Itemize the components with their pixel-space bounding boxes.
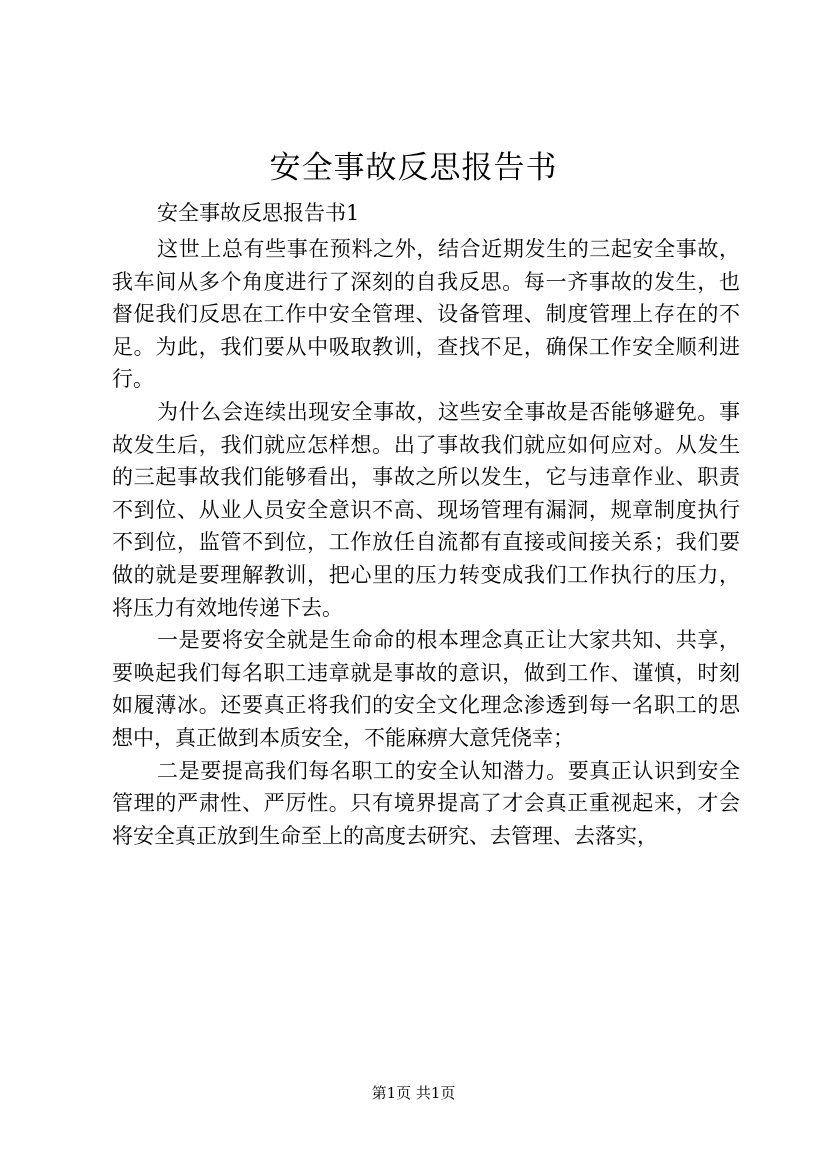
paragraph: 为什么会连续出现安全事故，这些安全事故是否能够避免。事故发生后，我们就应怎样想。出了事故我们就应如何应对。从发生的三起事故我们能够看出，事故之所以发生，它与违章作业、职责不到位、从业人员安全意识不高、现场管理有漏洞，规章制度执行不到位，监管不到位，工作放任自流都有直接或间接关系；我们要做的就是要理解教训，把心里的压力转变成我们工作执行的压力，将压力有效地传递下去。 (112, 399, 740, 620)
document-subtitle: 安全事故反思报告书1 (157, 201, 360, 225)
paragraph: 这世上总有些事在预料之外，结合近期发生的三起安全事故，我车间从多个角度进行了深刻的自我反思。每一齐事故的发生，也督促我们反思在工作中安全管理、设备管理、制度管理上存在的不足。为此，我们要从中吸取教训，查找不足，确保工作安全顺利进行。 (112, 237, 740, 392)
document-body (112, 233, 740, 852)
document-title: 安全事故反思报告书 (269, 150, 558, 186)
page-footer: 第1页 共1页 (371, 1084, 456, 1102)
paragraph: 一是要将安全就是生命命的根本理念真正让大家共知、共享，要唤起我们每名职工违章就是事故的意识，做到工作、谨慎，时刻如履薄冰。还要真正将我们的安全文化理念渗透到每一名职工的思想中，真正做到本质安全，不能麻痹大意凭侥幸； (112, 628, 740, 750)
paragraph: 二是要提高我们每名职工的安全认知潜力。要真正认识到安全管理的严肃性、严厉性。只有境界提高了才会真正重视起来，才会将安全真正放到生命至上的高度去研究、去管理、去落实， (112, 758, 740, 848)
